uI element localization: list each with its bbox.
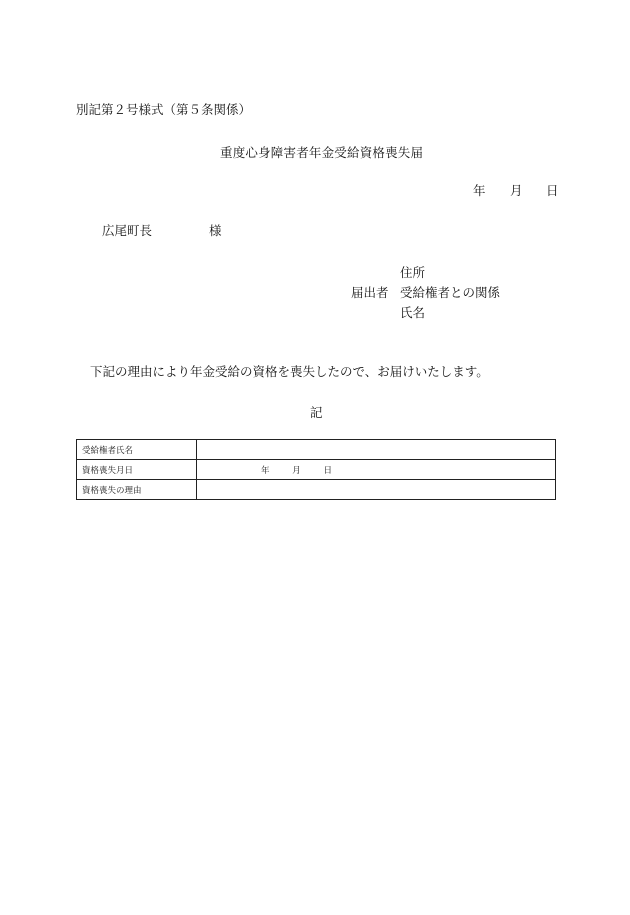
- loss-date-year-label: 年: [261, 465, 270, 476]
- recipient-name-label: 受給権者氏名: [77, 440, 197, 460]
- loss-date-label: 資格喪失月日: [77, 460, 197, 480]
- form-number: 別記第２号様式（第５条関係）: [76, 102, 252, 117]
- table-row: [77, 480, 556, 500]
- table-row: [77, 440, 556, 460]
- loss-date-month-label: 月: [292, 465, 301, 476]
- loss-reason-field[interactable]: [197, 480, 556, 500]
- document-title: 重度心身障害者年金受給資格喪失届: [220, 145, 424, 160]
- date-day-label: 日: [546, 183, 559, 198]
- date-month-label: 月: [510, 183, 523, 198]
- loss-date-field[interactable]: [197, 460, 556, 480]
- date-year-label: 年: [473, 183, 486, 198]
- filer-relationship-label: 受給権者との関係: [400, 285, 501, 300]
- loss-reason-label: 資格喪失の理由: [77, 480, 197, 500]
- addressee-honorific: 様: [209, 223, 222, 238]
- filer-label: 届出者: [351, 285, 389, 300]
- filer-name-label: 氏名: [400, 305, 426, 320]
- loss-date-day-label: 日: [323, 465, 332, 476]
- recipient-name-field[interactable]: [197, 440, 556, 460]
- info-table: [76, 439, 556, 500]
- addressee-name: 広尾町長: [102, 223, 153, 238]
- table-row: [77, 460, 556, 480]
- filer-address-label: 住所: [400, 265, 426, 280]
- statement-text: 下記の理由により年金受給の資格を喪失したので、お届けいたします。: [90, 364, 489, 379]
- ki-heading: 記: [310, 405, 323, 420]
